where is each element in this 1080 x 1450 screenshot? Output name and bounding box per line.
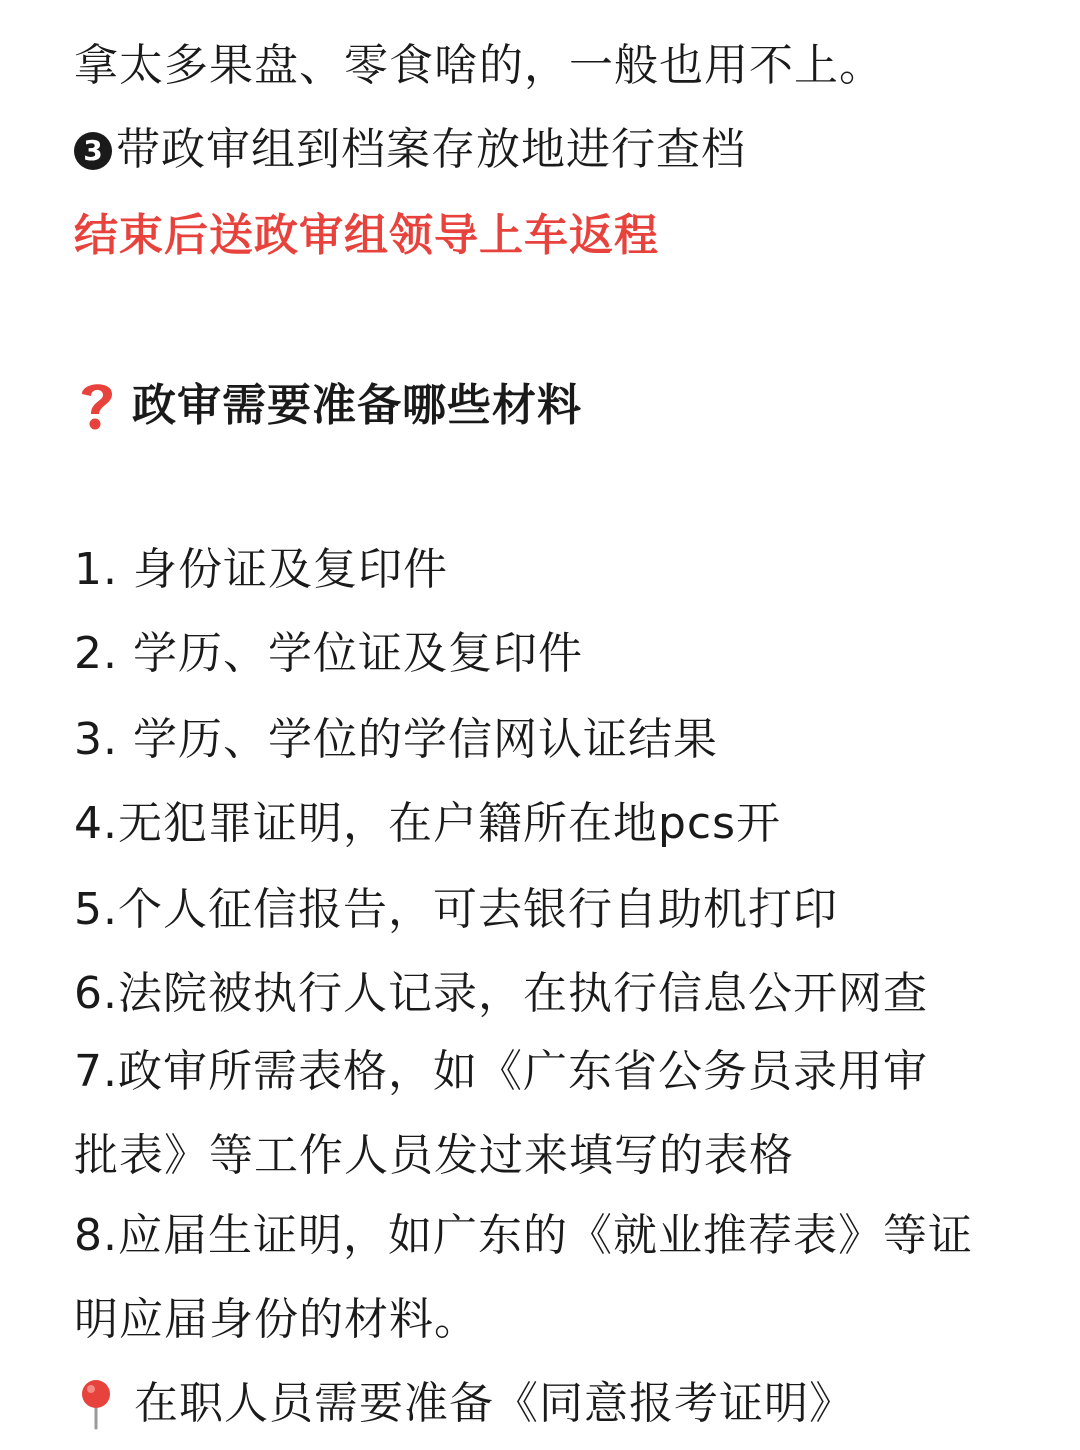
highlighted-line: 结束后送政审组领导上车返程 <box>74 210 659 261</box>
section-heading <box>74 376 1040 436</box>
list-item: 1. 身份证及复印件 <box>74 544 448 595</box>
note-line <box>74 1374 1040 1434</box>
pushpin-icon <box>74 1374 120 1434</box>
list-item: 5.个人征信报告，可去银行自助机打印 <box>74 884 838 935</box>
list-item: 2. 学历、学位证及复印件 <box>74 628 583 679</box>
list-item-continued: 批表》等工作人员发过来填写的表格 <box>74 1130 794 1181</box>
list-item: 6.法院被执行人记录，在执行信息公开网查 <box>74 968 928 1019</box>
list-item: 3. 学历、学位的学信网认证结果 <box>74 714 718 765</box>
list-item: 4.无犯罪证明，在户籍所在地pcs开 <box>74 798 782 849</box>
step-3-line <box>74 120 1040 180</box>
step-3-text: 带政审组到档案存放地进行查档 <box>116 124 746 175</box>
note-text: 在职人员需要准备《同意报考证明》 <box>134 1378 854 1429</box>
text-line: 拿太多果盘、零食啥的，一般也用不上。 <box>74 40 884 91</box>
list-item: 8.应届生证明，如广东的《就业推荐表》等证 <box>74 1210 973 1261</box>
circled-number-icon: 3 <box>74 132 112 170</box>
question-mark-icon <box>74 376 120 436</box>
list-item-continued: 明应届身份的材料。 <box>74 1294 479 1345</box>
list-item: 7.政审所需表格，如《广东省公务员录用审 <box>74 1046 928 1097</box>
section-heading-text: 政审需要准备哪些材料 <box>132 380 582 431</box>
